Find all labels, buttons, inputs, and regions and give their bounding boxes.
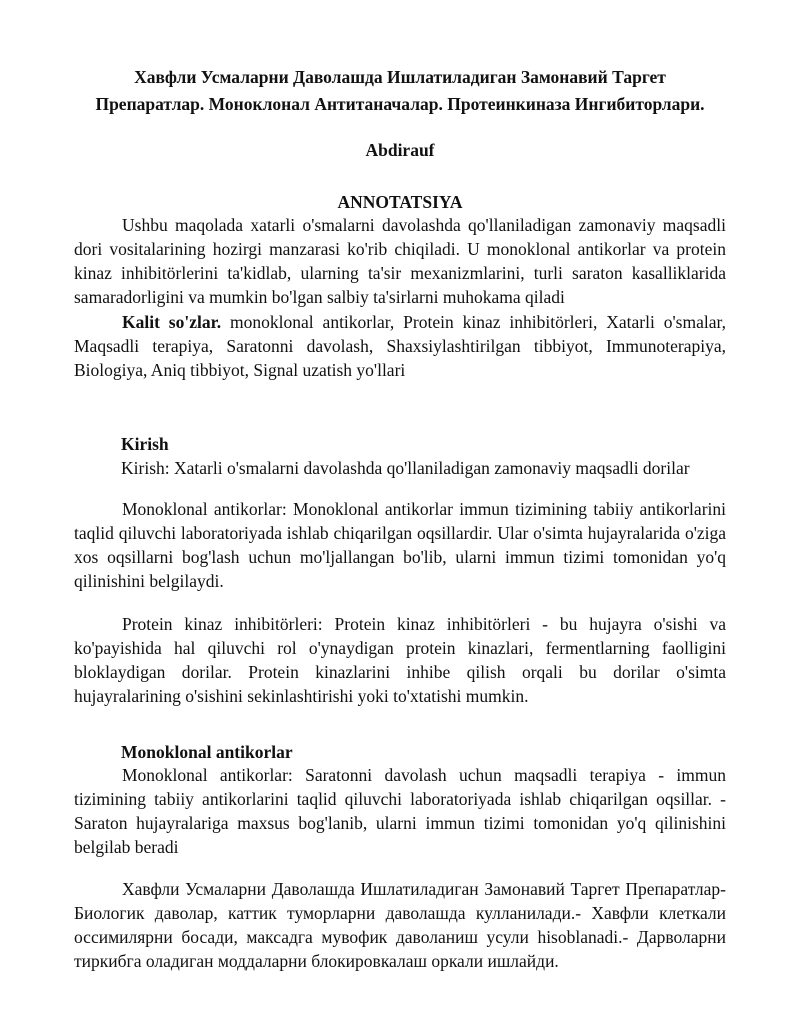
title-line-1: Хавфли Усмаларни Даволашда Ишлатиладиган Замонавий Таргет [134, 67, 666, 87]
keywords-list: monoklonal antikorlar, Protein kinaz inhibitörleri, Xatarli o'smalar, Maqsadli terapiya, Saratonni davolash, Shaxsiylashtirilgan tibbiyot, Immunoterapiya, Biologiya, Aniq tibbiyot, Signal uzatish yo'llari [74, 312, 726, 380]
kirish-paragraph-monoklonal: Monoklonal antikorlar: Monoklonal antikorlar immun tizimining tabiiy antikorlarini taqlid qiluvchi laboratoriyada ishlab chiqarilgan oqsillardir. Ular o'simta hujayralarida o'ziga xos oqsillarni bog'lash uchun mo'ljallangan bo'lib, ularni immun tizimi tomonidan yo'q qilinishini belgilaydi. [74, 499, 726, 591]
kirish-intro: Kirish: Xatarli o'smalarni davolashda qo'llaniladigan zamonaviy maqsadli dorilar [121, 458, 690, 478]
section-heading-kirish: Kirish [121, 434, 169, 454]
annotation-text: Ushbu maqolada xatarli o'smalarni davolashda qo'llaniladigan zamonaviy maqsadli dori vositalarining hozirgi manzarasi ko'rib chiqiladi. U monoklonal antikorlar va protein kinaz inhibitörlerini ta'kidlab, ularning ta'sir mexanizmlarini, turli saraton kasalliklarida samaradorligini va mumkin bo'lgan salbiy ta'sirlarni muhokama qiladi [74, 215, 726, 307]
keywords-label: Kalit so'zlar. [122, 312, 222, 332]
document-title [40, 64, 760, 118]
kirish-paragraph-protein-kinaz: Protein kinaz inhibitörleri: Protein kinaz inhibitörleri - bu hujayra o'sishi va ko'payishida hal qiluvchi rol o'ynaydigan protein kinazlari, fermentlarning faolligini bloklaydigan dorilar. Protein kinazlarini inhibe qilish orqali bu dorilar o'simta hujayralarining o'sishini sekinlashtirishi yoki to'xtatishi mumkin. [74, 614, 726, 706]
keywords-paragraph [74, 310, 726, 382]
author-name: Abdirauf [365, 140, 435, 160]
annotation-heading: ANNOTATSIYA [337, 192, 463, 212]
title-line-2: Препаратлар. Моноклонал Антитаначалар. Протеинкиназа Ингибиторлари. [95, 94, 705, 114]
cyrillic-paragraph: Хавфли Усмаларни Даволашда Ишлатиладиган Замонавий Таргет Препаратлар- Биологик даволар, каттик туморларни даволашда кулланилади.- Хавфли клеткали оссимилярни босади, максадга мувофик даволаниш усули hisoblanadi.- Дарволарни тиркибга оладиган моддаларни блокировкалаш оркали ишлайди. [74, 879, 726, 971]
monoklonal-paragraph: Monoklonal antikorlar: Saratonni davolash uchun maqsadli terapiya - immun tizimining tabiiy antikorlarini taqlid qiluvchi laboratoriyada ishlab chiqarilgan oqsillar. - Saraton hujayralariga maxsus bog'lanib, ularni immun tizimi tomonidan yo'q qilinishini belgilab beradi [74, 765, 726, 857]
section-heading-monoklonal: Monoklonal antikorlar [121, 742, 293, 762]
